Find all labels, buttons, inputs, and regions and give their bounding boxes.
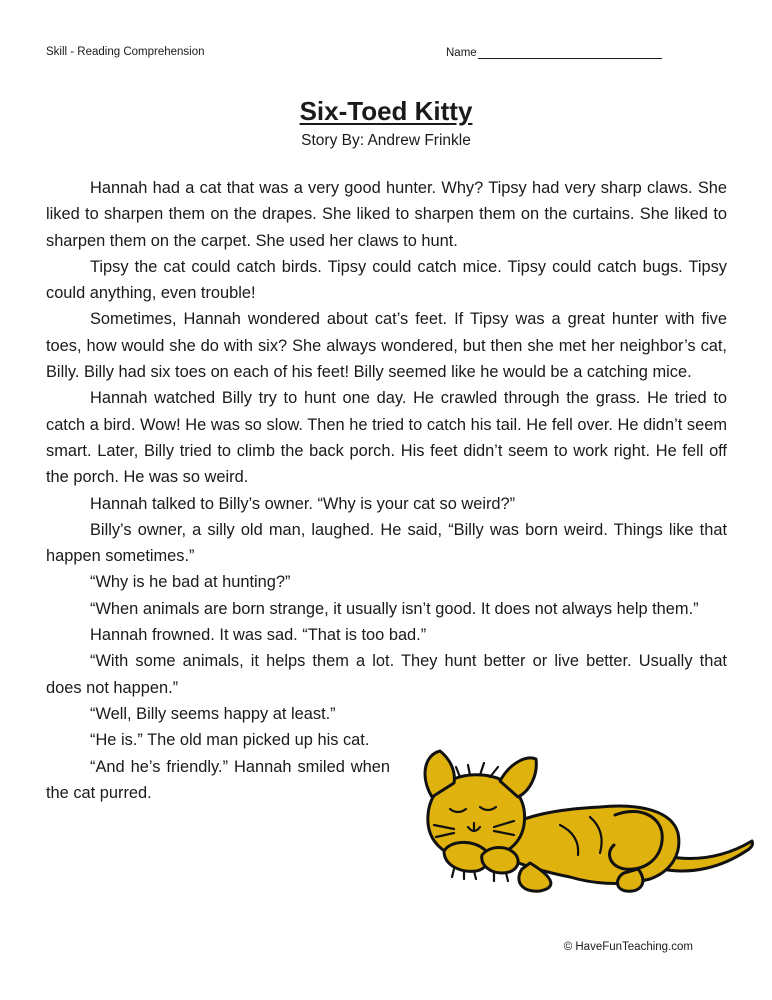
story-paragraph: “With some animals, it helps them a lot. They hunt better or live better. Usually that does not happen.” [46, 652, 727, 697]
name-blank-line [478, 46, 662, 59]
story-paragraph: Hannah frowned. It was sad. “That is too bad.” [90, 626, 427, 645]
copyright-footer: © HaveFunTeaching.com [563, 941, 693, 953]
story-paragraph: “Why is he bad at hunting?” [90, 573, 291, 592]
story-paragraph: Billy’s owner, a silly old man, laughed. He said, “Billy was born weird. Things like that happen sometimes.” [46, 520, 727, 566]
story-paragraph: Hannah watched Billy try to hunt one day. He crawled through the grass. He tried to catch a bird. Wow! He was so slow. Then he tried to catch his tail. He fell over. He didn’t seem smart. Later, Billy tried to climb the back porch. His feet didn’t seem to work right. He fell off the porch. He was so weird. [46, 389, 727, 487]
sleeping-cat-illustration [410, 745, 756, 895]
name-label: Name [446, 47, 477, 59]
story-paragraph: Hannah had a cat that was a very good hunter. Why? Tipsy had very sharp claws. She liked to sharpen them on the drapes. She liked to sharpen them on the curtains. She liked to sharpen them on the carpet. She used her claws to hunt. [46, 179, 727, 250]
cat-hind-leg [610, 811, 663, 869]
story-title: Six-Toed Kitty [299, 96, 473, 126]
story-paragraph: “When animals are born strange, it usually isn’t good. It does not always help them.” [90, 599, 699, 618]
story-paragraph: “He is.” The old man picked up his cat. [90, 731, 370, 750]
story-byline: Story By: Andrew Frinkle [301, 132, 471, 149]
story-body [46, 175, 727, 806]
story-paragraph: Hannah talked to Billy’s owner. “Why is your cat so weird?” [90, 494, 516, 513]
story-paragraph: “And he’s friendly.” Hannah smiled when the cat purred. [46, 757, 390, 802]
story-paragraph: Tipsy the cat could catch birds. Tipsy could catch mice. Tipsy could catch bugs. Tipsy could anything, even trouble! [46, 257, 727, 303]
skill-label: Skill - Reading Comprehension [46, 46, 205, 58]
name-field [446, 46, 662, 59]
cat-front-paw-2 [482, 848, 518, 874]
story-paragraph: “Well, Billy seems happy at least.” [90, 704, 336, 723]
story-paragraph: Sometimes, Hannah wondered about cat’s feet. If Tipsy was a great hunter with five toes, how would she do with six? She always wondered, but then she met her neighbor’s cat, Billy. Billy had six toes on each of his feet! Billy seemed like he would be a catching mice. [46, 310, 727, 382]
